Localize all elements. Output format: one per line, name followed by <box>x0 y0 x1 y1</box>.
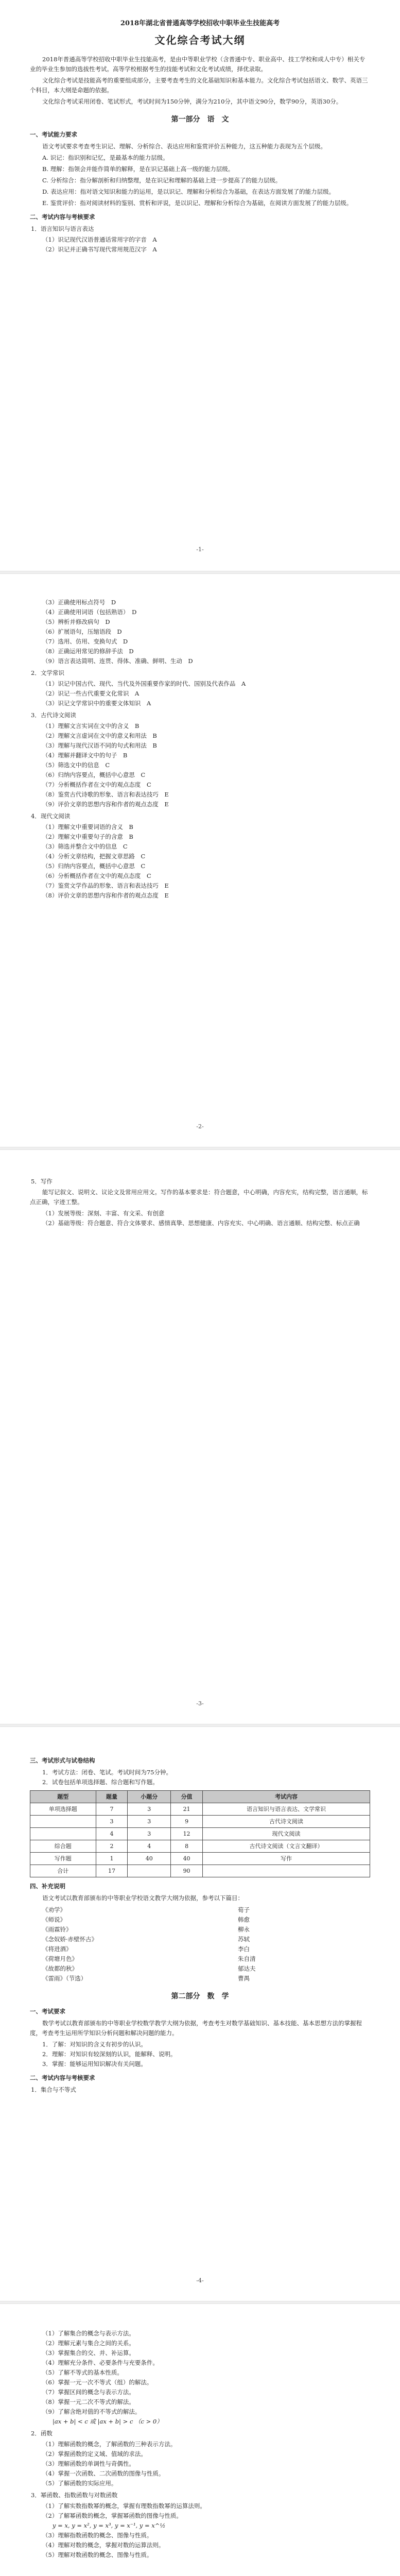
table-cell: 90 <box>171 1865 203 1877</box>
table-cell: 8 <box>171 1840 203 1853</box>
table-row <box>30 1865 370 1877</box>
list-item: （4）分析文章结构，把握文章思路 C <box>42 853 146 860</box>
book-author: 韩愈 <box>238 1916 250 1923</box>
table-cell: 3 <box>128 1816 171 1828</box>
book-author: 郁达夫 <box>238 1965 256 1972</box>
list-item: （3）识记文学常识中的重要文体知识 A <box>42 700 151 707</box>
list-item: （4）理解充分条件、必要条件与充要条件。 <box>42 2359 159 2366</box>
book-title: 《荷塘月色》 <box>42 1955 78 1962</box>
list-item: （5）理解对数函数的概念、图像与性质。 <box>42 2551 153 2558</box>
table-header-cell: 题量 <box>96 1791 128 1803</box>
level-item: E. 鉴赏评价：指对阅读材料的鉴别、赏析和评说，是以识记、理解和分析综合为基础，在阅读方面发展了的能力层级。 <box>42 199 353 207</box>
page-2 <box>0 598 400 901</box>
table-header-row <box>30 1791 370 1803</box>
list-item: （6）归纳内容要点，概括中心意思 C <box>42 771 146 778</box>
book-title: 《雨霖铃》 <box>42 1926 72 1933</box>
table-cell: 17 <box>96 1865 128 1877</box>
list-item: （1）了解集合的概念与表示方法。 <box>42 2330 135 2337</box>
list-item: （3）理解指数函数的概念、图像与性质。 <box>42 2532 153 2539</box>
list-item: 1．了解：对知识的含义有初步的认识。 <box>42 2041 147 2048</box>
list-item: （1）识记中国古代、现代、当代及外国重要作家的时代、国别及代表作品 A <box>42 680 246 687</box>
list-item: （2）理解文言虚词在文中的意义和用法 B <box>42 732 157 739</box>
table-row <box>30 1840 370 1853</box>
section-heading: 二、考试内容与考核要求 <box>30 2074 95 2081</box>
list-item <box>30 1944 370 1954</box>
list-item: （1）识记现代汉语普通话常用字的字音 A <box>42 236 157 243</box>
page-1 <box>0 19 400 255</box>
table-row <box>30 1816 370 1828</box>
list-item: （2）基础等级：符合题意、符合文体要求、感情真挚、思想健康、内容充实、中心明确、语言通顺、结构完整、标点正确 <box>42 1219 360 1227</box>
list-item <box>30 1974 370 1984</box>
table-cell: 1 <box>96 1853 128 1865</box>
list-item: （1）理解函数的概念，了解函数的三种表示方法。 <box>42 2441 177 2448</box>
list-item: （5）了解函数的实际应用。 <box>42 2480 117 2487</box>
book-title: 《雷雨》（节选） <box>42 1975 87 1982</box>
reading-list <box>30 1905 370 1984</box>
list-item: （5）归纳内容要点，概括中心意思 C <box>42 862 146 870</box>
list-item: （7）分析概括作者在文中的观点态度 C <box>42 781 151 788</box>
list-item: （9）了解含绝对值的不等式的解法。 <box>42 2408 141 2415</box>
page-separator <box>0 1147 400 1150</box>
list-item <box>30 1964 370 1974</box>
intro-paragraph: 文化综合考试采用闭卷、笔试形式，考试时间为150分钟，满分为210分，其中语文90分，数学90分，英语30分。 <box>42 98 342 105</box>
paragraph: 语文考试以教育部颁布的中等职业学校语文教学大纲为依据，参考以下篇目： <box>42 1894 244 1902</box>
list-item: （6）扩展语句，压缩语段 D <box>42 628 122 635</box>
paragraph: 能写记叙文、说明文、议论文及常用应用文。写作的基本要求是：符合题意，中心明确，内容充实，结构完整，语言通顺，标点正确，字迹工整。 <box>30 1189 368 1206</box>
book-title: 《故都的秋》 <box>42 1965 78 1972</box>
list-item: （4）正确使用词语（包括熟语） D <box>42 608 137 616</box>
table-cell: 3 <box>128 1803 171 1816</box>
table-cell: 12 <box>171 1828 203 1840</box>
book-author: 李白 <box>238 1945 250 1953</box>
list-item: 1．考试方法：闭卷、笔试。考试时间为75分钟。 <box>42 1769 172 1776</box>
level-item: C. 分析综合：指分解剖析和归纳整理，是在识记和理解的基础上进一步提高了的能力层级。 <box>42 177 282 184</box>
table-cell <box>30 1816 96 1828</box>
subsection-heading: 2．文学常识 <box>31 669 64 676</box>
page-4 <box>0 1752 400 2096</box>
intro-paragraph: 文化综合考试是技能高考的重要组成部分，主要考查考生的文化基础知识和基本能力。文化综合考试包括语文、数学、英语三个科目，本大纲是命题的依据。 <box>30 77 368 94</box>
list-item: （2）理解元素与集合之间的关系。 <box>42 2340 135 2347</box>
table-cell: 21 <box>171 1803 203 1816</box>
document-subtitle: 文化综合考试大纲 <box>154 34 246 46</box>
page-number: -3- <box>196 1700 204 1707</box>
table-cell: 4 <box>96 1828 128 1840</box>
list-item: （8）正确运用常见的修辞手法 D <box>42 648 134 655</box>
list-item: （4）理解并翻译文中的句子 B <box>42 752 128 759</box>
page-number: -1- <box>196 546 204 553</box>
list-item: （7）选用、仿用、变换句式 D <box>42 638 128 645</box>
book-author: 朱自清 <box>238 1955 256 1962</box>
book-author: 柳永 <box>238 1926 250 1933</box>
level-item: B. 理解：指领会并能作简单的解释，是在识记基础上高一级的能力层级。 <box>42 165 234 173</box>
list-item: （3）正确使用标点符号 D <box>42 599 116 606</box>
table-header-cell: 小题分 <box>128 1791 171 1803</box>
table-row <box>30 1853 370 1865</box>
table-cell: 现代文阅读 <box>202 1828 370 1840</box>
table-cell: 3 <box>128 1828 171 1840</box>
list-item <box>30 1915 370 1925</box>
page-separator <box>0 1724 400 1727</box>
document-title: 2018年湖北省普通高等学校招收中职毕业生技能高考 <box>120 20 280 27</box>
table-cell: 2 <box>96 1840 128 1853</box>
list-item: （5）了解不等式的基本性质。 <box>42 2369 123 2376</box>
formula: |ax + b| < c 或 |ax + b| > c （c > 0） <box>53 2418 163 2425</box>
page-number: -2- <box>196 1123 204 1130</box>
list-item: （1）了解实数指数幂的概念，掌握有理数指数幂的运算法则。 <box>42 2502 206 2510</box>
list-item: （3）理解函数的单调性与奇偶性。 <box>42 2460 135 2467</box>
list-item: （3）掌握集合的交、并、补运算。 <box>42 2349 135 2357</box>
list-item: （8）评价文章的思想内容和作者的观点态度 E <box>42 892 169 899</box>
table-header-cell: 题型 <box>30 1791 96 1803</box>
exam-structure-table <box>30 1790 370 1877</box>
list-item <box>30 1925 370 1935</box>
list-item <box>30 1905 370 1915</box>
list-item: （1）发展等级：深刻、丰富、有文采、有创意 <box>42 1210 165 1217</box>
list-item: （5）辨析并修改病句 D <box>42 618 110 625</box>
subsection-heading: 1．语言知识与语言表达 <box>31 225 94 232</box>
list-item <box>30 1935 370 1944</box>
level-item: D. 表达应用：指对语文知识和能力的运用，是以识记、理解和分析综合为基础，在表达方面发展了的能力层级。 <box>42 188 335 195</box>
page-5 <box>0 2329 400 2560</box>
table-cell <box>128 1865 171 1877</box>
part-title: 第一部分 语 文 <box>171 115 229 124</box>
book-author: 曹禺 <box>238 1975 250 1982</box>
list-item: （8）鉴赏古代诗歌的形象、语言和表达技巧 E <box>42 791 169 798</box>
part-title: 第二部分 数 学 <box>171 1992 229 2001</box>
table-cell: 古代诗文阅读（文言文翻译） <box>202 1840 370 1853</box>
list-item: （4）掌握一次函数、二次函数的图像与性质。 <box>42 2470 165 2477</box>
table-row <box>30 1828 370 1840</box>
section-heading: 一、考试能力要求 <box>30 131 77 138</box>
list-item: （2）识记一些古代重要文化常识 A <box>42 690 140 697</box>
list-item: （3）筛选并整合文中的信息 C <box>42 843 128 850</box>
list-item: （6）掌握一元一次不等式（组）的解法。 <box>42 2379 153 2386</box>
list-item: （4）理解对数的概念，掌握对数的运算法则。 <box>42 2541 165 2549</box>
page-number: -4- <box>196 2277 204 2284</box>
list-item: （8）掌握一元二次不等式的解法。 <box>42 2398 135 2405</box>
formula: y = x, y = x², y = x³, y = x⁻¹, y = x^½ <box>53 2522 166 2529</box>
subsection-heading: 2．函数 <box>31 2430 53 2437</box>
page-separator <box>0 2301 400 2304</box>
list-item: （9）评价文章的思想内容和作者的观点态度 E <box>42 801 169 808</box>
table-cell: 4 <box>128 1840 171 1853</box>
subsection-heading: 3．古代诗文阅读 <box>31 711 76 719</box>
list-item: （6）分析概括作者在文中的观点态度 C <box>42 872 151 879</box>
section-heading: 三、考试形式与试卷结构 <box>30 1757 95 1764</box>
table-cell: 古代诗文阅读 <box>202 1816 370 1828</box>
list-item: （2）理解文中重要句子的含意 B <box>42 833 133 840</box>
list-item: 2．理解：对知识有较深刻的认识，能解释、说明。 <box>42 2050 177 2058</box>
list-item: （7）鉴赏文学作品的形象、语言和表达技巧 E <box>42 882 169 889</box>
table-cell: 40 <box>171 1853 203 1865</box>
list-item <box>30 1954 370 1964</box>
paragraph: 语文考试要求考查考生识记、理解、分析综合、表达应用和鉴赏评价五种能力，这五种能力表现为五个层级。 <box>42 143 326 150</box>
list-item: （2）了解幂函数的概念，掌握幂函数的图像与性质。 <box>42 2512 182 2519</box>
paragraph: 数学考试以教育部颁布的中等职业学校数学教学大纲为依据，考查考生对数学基础知识、基本技能、基本思想方法的掌握程度，考查考生运用所学知识分析问题和解决问题的能力。 <box>30 2020 362 2037</box>
section-heading: 一、考试要求 <box>30 2008 65 2015</box>
list-item: （7）掌握区间的概念与表示方法。 <box>42 2388 135 2396</box>
book-title: 《劝学》 <box>42 1906 66 1913</box>
table-cell: 9 <box>171 1816 203 1828</box>
list-item: （2）识记并正确书写现代常用规范汉字 A <box>42 246 157 253</box>
table-header-cell: 考试内容 <box>202 1791 370 1803</box>
table-cell: 单项选择题 <box>30 1803 96 1816</box>
table-row <box>30 1803 370 1816</box>
book-title: 《念奴娇·赤壁怀古》 <box>42 1936 98 1943</box>
section-heading: 二、考试内容与考核要求 <box>30 213 95 221</box>
table-header-cell: 分值 <box>171 1791 203 1803</box>
list-item: （9）语言表达简明、连贯、得体、准确、鲜明、生动 D <box>42 657 193 665</box>
subsection-heading: 1．集合与不等式 <box>31 2086 76 2093</box>
subsection-heading: 5．写作 <box>31 1178 53 1185</box>
book-title: 《将进酒》 <box>42 1945 72 1953</box>
list-item: （1）理解文言实词在文中的含义 B <box>42 722 140 730</box>
list-item: 2．试卷包括单项选择题、综合题和写作题。 <box>42 1778 159 1786</box>
page-separator <box>0 571 400 574</box>
intro-paragraph: 2018年普通高等学校招收中职毕业生技能高考，是由中等职业学校（含普通中专、职业高中、技工学校和成人中专）相关专业的毕业生参加的选拔性考试。高等学校根据考生的技能考试和文化考试成绩，择优录取。 <box>30 56 366 73</box>
table-cell: 写作题 <box>30 1853 96 1865</box>
level-item: A. 识记：指识别和记忆，是最基本的能力层级。 <box>42 154 169 161</box>
list-item: （1）理解文中重要词语的含义 B <box>42 823 133 831</box>
table-cell: 7 <box>96 1803 128 1816</box>
table-cell: 语言知识与语言表达、文学常识 <box>202 1803 370 1816</box>
book-title: 《师说》 <box>42 1916 66 1923</box>
list-item: 3．掌握：能够运用知识解决有关问题。 <box>42 2060 147 2067</box>
table-cell: 写作 <box>202 1853 370 1865</box>
table-cell <box>202 1865 370 1877</box>
list-item: （5）筛选文中的信息 C <box>42 761 110 769</box>
subsection-heading: 4．现代文阅读 <box>31 812 71 820</box>
page-3 <box>0 1175 400 1228</box>
table-cell <box>30 1828 96 1840</box>
list-item: （2）掌握函数的定义域、值域的求法。 <box>42 2450 147 2458</box>
table-cell: 40 <box>128 1853 171 1865</box>
list-item: （3）理解与现代汉语不同的句式和用法 B <box>42 742 157 749</box>
table-cell: 3 <box>96 1816 128 1828</box>
subsection-heading: 3．幂函数、指数函数与对数函数 <box>31 2492 118 2499</box>
book-author: 荀子 <box>238 1906 250 1913</box>
table-cell: 合计 <box>30 1865 96 1877</box>
book-author: 苏轼 <box>238 1936 250 1943</box>
section-heading: 四、补充说明 <box>30 1883 65 1890</box>
table-cell: 综合题 <box>30 1840 96 1853</box>
